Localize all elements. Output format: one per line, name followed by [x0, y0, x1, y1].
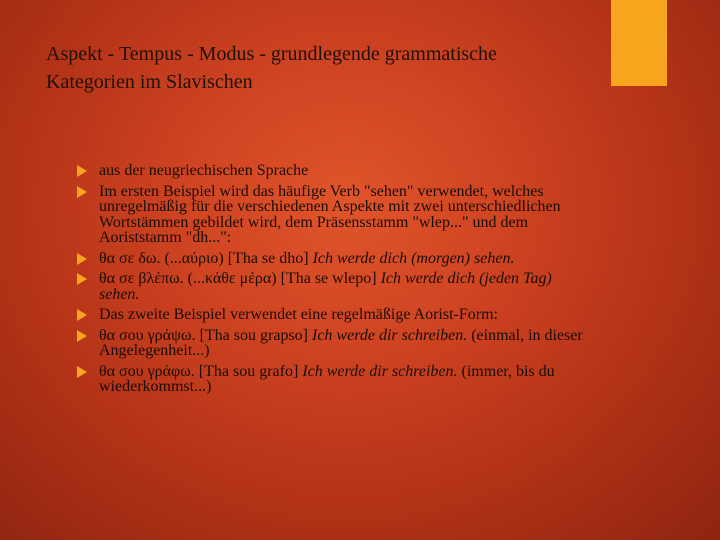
bullet-text: θα σου γράψω. [Tha sou grapso]: [99, 326, 312, 344]
triangle-right-icon: [77, 309, 87, 321]
bullet-list: [72, 163, 592, 400]
bullet-text: θα σε δω. (...αύριο) [Tha se dho]: [99, 249, 313, 267]
triangle-right-icon: [77, 165, 87, 177]
bullet-item: [72, 271, 592, 302]
bullet-item: [72, 184, 592, 246]
bullet-text: θα σε βλέπω. (...κάθε μέρα) [Tha se wlepo]: [99, 270, 381, 287]
triangle-right-icon: [77, 253, 87, 265]
bullet-text: θα σου γράφω. [Tha sou grafo]: [99, 362, 303, 380]
bullet-note: (einmal, in dieser Angelegenheit...): [99, 326, 583, 359]
bullet-item: [72, 364, 592, 395]
bullet-translation: Ich werde dich (jeden Tag) sehen.: [99, 270, 552, 303]
bullet-text: Im ersten Beispiel wird das häufige Verb "sehen" verwendet, welches unregelmäßig für die verschiedenen Aspekte mit zwei unterschiedlichen Wortstämmen gebildet wird, dem Präsensstamm "wlep..." und dem Aoriststamm "dh...":: [99, 182, 561, 246]
bullet-note: (immer, bis du wiederkommst...): [99, 362, 555, 395]
bullet-text: aus der neugriechischen Sprache: [99, 162, 309, 179]
accent-bar: [611, 0, 667, 86]
bullet-item: [72, 307, 592, 323]
bullet-item: [72, 251, 592, 267]
triangle-right-icon: [77, 186, 87, 198]
bullet-item: [72, 328, 592, 359]
bullet-text: Das zweite Beispiel verwendet eine regelmäßige Aorist-Form:: [99, 306, 498, 323]
triangle-right-icon: [77, 330, 87, 342]
bullet-translation: Ich werde dir schreiben.: [312, 326, 468, 344]
slide-title: Aspekt - Tempus - Modus - grundlegende grammatische Kategorien im Slavischen: [46, 43, 497, 93]
triangle-right-icon: [77, 366, 87, 378]
bullet-translation: Ich werde dich (morgen) sehen.: [312, 249, 515, 267]
triangle-right-icon: [77, 273, 87, 285]
bullet-translation: Ich werde dir schreiben.: [302, 362, 458, 380]
bullet-item: [72, 163, 592, 179]
